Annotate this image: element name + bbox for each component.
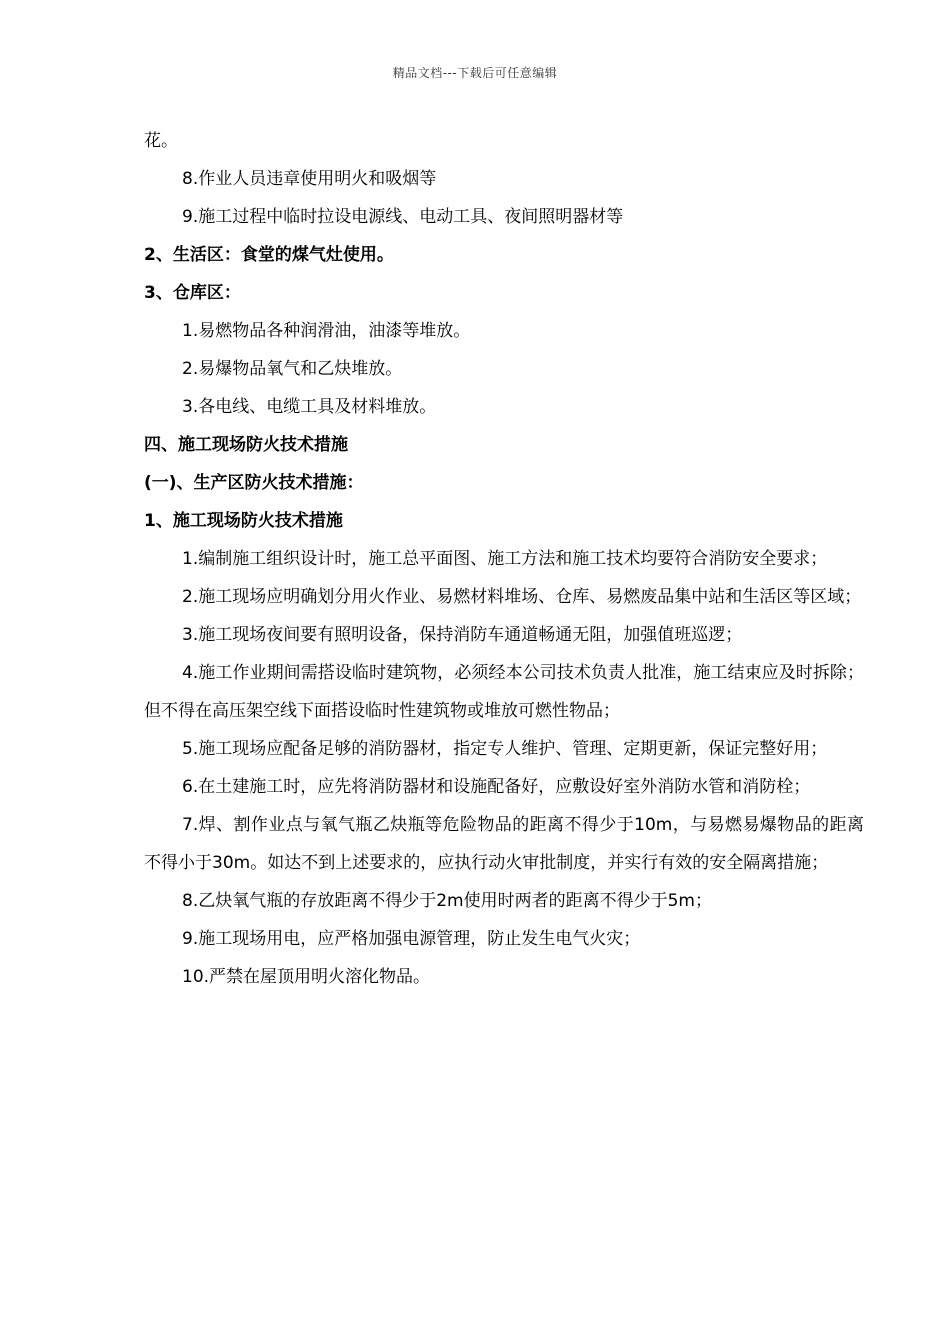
section-heading: 3、仓库区： [144,283,241,303]
document-body [144,122,864,996]
paragraph: 2.施工现场应明确划分用火作业、易燃材料堆场、仓库、易燃废品集中站和生活区等区域； [182,587,862,607]
list-item: 8.作业人员违章使用明火和吸烟等 [182,169,437,189]
section-heading: 2、生活区：食堂的煤气灶使用。 [144,245,394,265]
paragraph: 4.施工作业期间需搭设临时建筑物，必须经本公司技术负责人批准，施工结束应及时拆除；但不得在高压架空线下面搭设临时性建筑物或堆放可燃性物品； [144,663,864,721]
paragraph: 7.焊、割作业点与氧气瓶乙炔瓶等危险物品的距离不得少于10m，与易燃易爆物品的距离不得小于30m。如达不到上述要求的，应执行动火审批制度，并实行有效的安全隔离措施； [144,815,864,873]
list-item: 2.易爆物品氧气和乙炔堆放。 [182,359,403,379]
paragraph: 9.施工现场用电，应严格加强电源管理，防止发生电气火灾； [182,929,641,949]
paragraph: 6.在土建施工时，应先将消防器材和设施配备好，应敷设好室外消防水管和消防栓； [182,777,811,797]
paragraph: 5.施工现场应配备足够的消防器材，指定专人维护、管理、定期更新，保证完整好用； [182,739,828,759]
page-header: 精品文档---下载后可任意编辑 [392,66,558,80]
text-line: 花。 [144,131,178,151]
paragraph: 10.严禁在屋顶用明火溶化物品。 [182,967,431,987]
list-item: 3.各电线、电缆工具及材料堆放。 [182,397,437,417]
list-item: 1.易燃物品各种润滑油，油漆等堆放。 [182,321,471,341]
paragraph: 3.施工现场夜间要有照明设备，保持消防车通道畅通无阻，加强值班巡逻； [182,625,743,645]
chapter-heading: 四、施工现场防火技术措施 [144,435,348,455]
paragraph: 8.乙炔氧气瓶的存放距离不得少于2m使用时两者的距离不得少于5m； [182,891,712,911]
subsection-heading: 1、施工现场防火技术措施 [144,511,343,531]
list-item: 9.施工过程中临时拉设电源线、电动工具、夜间照明器材等 [182,207,624,227]
subsection-heading: (一)、生产区防火技术措施： [144,473,364,493]
paragraph: 1.编制施工组织设计时，施工总平面图、施工方法和施工技术均要符合消防安全要求； [182,549,828,569]
